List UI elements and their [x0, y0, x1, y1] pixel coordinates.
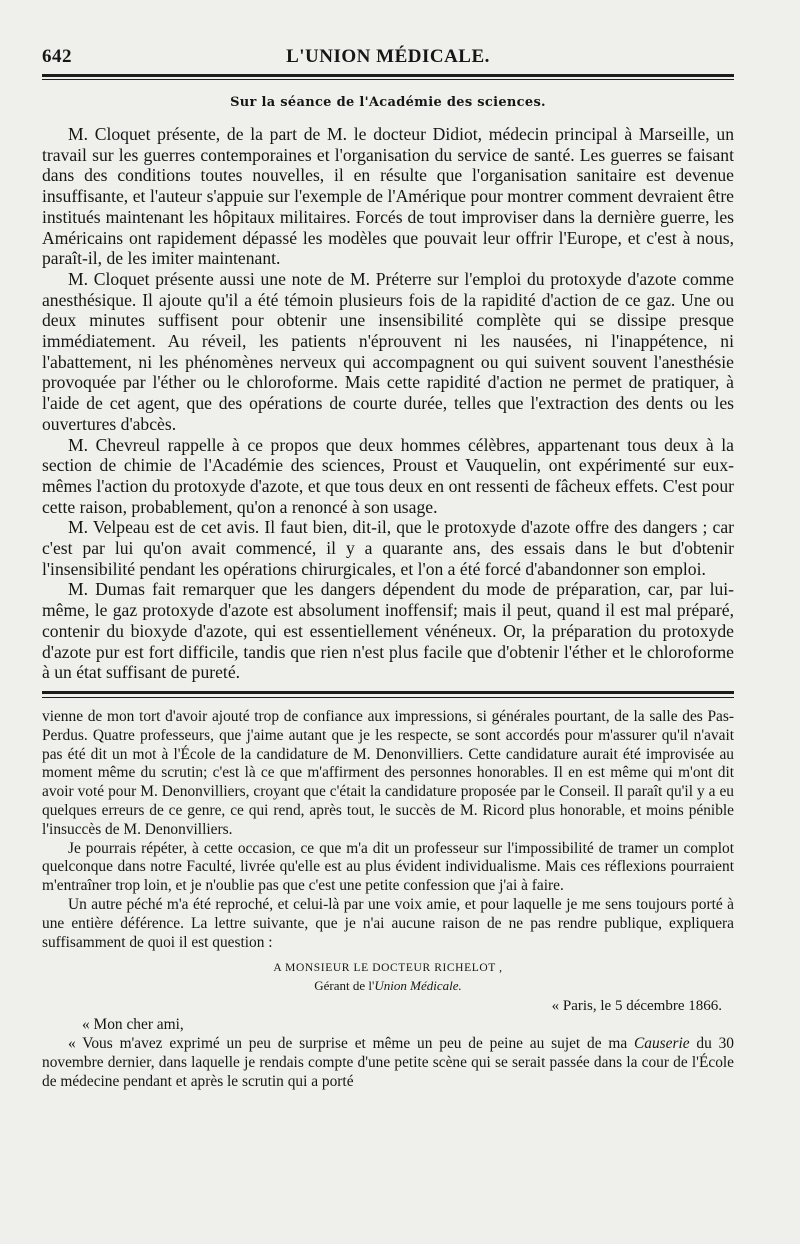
feuilleton: [42, 708, 734, 1092]
letter-salutation: « Mon cher ami,: [82, 1016, 184, 1034]
letter-dateline: « Paris, le 5 décembre 1866.: [551, 998, 722, 1015]
letter-addressee-role: [42, 978, 734, 994]
divider-thin: [42, 697, 734, 698]
page-number: 642: [42, 46, 72, 67]
paragraph: Je pourrais répéter, à cette occasion, ce que m'a dit un professeur sur l'impossibilité de tramer un complot quelconque dans notre Faculté, livrée qu'elle est au plus évident individualisme. Mais ces réflexions pourraient m'entraîner trop loin, et je n'oublie pas que c'est une petite confession que j'ai à faire.: [42, 839, 734, 895]
letter-body-open: « Vous m'avez exprimé un peu de surprise et même un peu de peine au sujet de ma: [68, 1035, 634, 1053]
letter-addressee: A MONSIEUR LE DOCTEUR RICHELOT ,: [273, 962, 503, 975]
journal-name: Union Médicale.: [374, 978, 462, 994]
paragraph: M. Cloquet présente aussi une note de M. Préterre sur l'emploi du protoxyde d'azote comme anesthésique. Il ajoute qu'il a été témoin plusieurs fois de la rapidité d'action de ce gaz. Une ou deux minutes suffisent pour obtenir une insensibilité complète qui se dissipe presque immédiatement. Au réveil, les patients n'éprouvent ni les nausées, ni l'inappétence, ni l'abattement, ni les phénomènes nerveux qui accompagnent ou qui suivent souvent l'anesthésie provoquée par l'éther ou le chloroforme. Mais cette rapidité d'action ne permet de pratiquer, à l'aide de cet agent, que des opérations de courte durée, telles que l'extraction des dents ou les ouvertures d'abcès.: [42, 268, 734, 434]
paragraph: M. Cloquet présente, de la part de M. le docteur Didiot, médecin principal à Marseille, un travail sur les guerres contemporaines et l'organisation du service de santé. Les guerres se faisant dans des conditions toutes nouvelles, il en résulte que l'organisation sanitaire est devenue insuffisante, et l'auteur s'appuie sur l'exemple de l'Amérique pour montrer comment devraient être institués maintenant les hôpitaux militaires. Forcés de tout improviser dans la dernière guerre, les Américains ont rapidement dépassé les modèles que pouvait leur offrir l'Europe, et c'est à nous, paraît-il, de les imiter maintenant.: [42, 124, 734, 269]
divider-thick: [42, 691, 734, 694]
paragraph: vienne de mon tort d'avoir ajouté trop de confiance aux impressions, si générales pourtant, de la salle des Pas-Perdus. Quatre professeurs, que j'aime autant que je les respecte, se sont accordés pour m'assurer qu'il n'avait pas été dit un mot à l'École de la candidature de M. Denonvilliers. Cette candidature aurait été improvisée au moment même du scrutin; c'est là ce que m'affirment des personnes honorables. Il en est même qui m'ont dit avoir voté pour M. Denonvilliers, croyant que c'était la candidature proposée par le Conseil. Il paraît qu'il y a eu quelques erreurs de ce genre, ce qui rend, après tout, le succès de M. Ricord plus honorable, et moins pénible l'insuccès de M. Denonvilliers.: [42, 707, 734, 838]
paragraph: M. Dumas fait remarquer que les dangers dépendent du mode de préparation, car, par lui-même, le gaz protoxyde d'azote est absolument inoffensif; mais il peut, quand il est mal préparé, contenir du bioxyde d'azote, qui est essentiellement vénéneux. Or, la préparation du protoxyde d'azote pur est fort difficile, tandis que rien n'est plus facile que d'obtenir l'éther et le chloroforme à un état suffisant de pureté.: [42, 579, 734, 683]
academy-report: [42, 124, 734, 683]
header-rule: [42, 74, 734, 77]
running-title: L'UNION MÉDICALE.: [286, 46, 490, 67]
letter-body: [42, 1035, 734, 1091]
letter-body-italic: Causerie: [634, 1035, 690, 1053]
header-rule-thin: [42, 79, 734, 80]
role-prefix: Gérant de l': [314, 978, 375, 994]
paragraph: M. Chevreul rappelle à ce propos que deux hommes célèbres, appartenant tous deux à la section de chimie de l'Académie des sciences, Proust et Vauquelin, ont expérimenté sur eux-mêmes l'action du protoxyde d'azote, et que tous deux en ont ressenti de fâcheux effets. C'est pour cette raison, probablement, qu'on a renoncé à son usage.: [42, 434, 734, 517]
paragraph: M. Velpeau est de cet avis. Il faut bien, dit-il, que le protoxyde d'azote offre des dangers ; car c'est par lui qu'on avait commencé, il y a quarante ans, des essais dans le but d'obtenir l'insensibilité pendant les opérations chirurgicales, et l'on a été forcé d'abandonner son emploi.: [42, 517, 734, 579]
letter-body-rest: du 30 novembre dernier, dans laquelle je rendais compte d'une petite scène qui se serait passée dans la cour de l'École de médecine pendant et après le scrutin qui a porté: [42, 1035, 734, 1090]
page-header: [42, 40, 734, 70]
section-heading: Sur la séance de l'Académie des sciences.: [230, 95, 546, 110]
section-divider: [42, 691, 734, 698]
paragraph: Un autre péché m'a été reproché, et celui-là par une voix amie, et pour laquelle je me sens toujours porté à une entière déférence. La lettre suivante, que je n'ai aucune raison de ne pas rendre publique, expliquera suffisamment de quoi il est question :: [42, 895, 734, 951]
